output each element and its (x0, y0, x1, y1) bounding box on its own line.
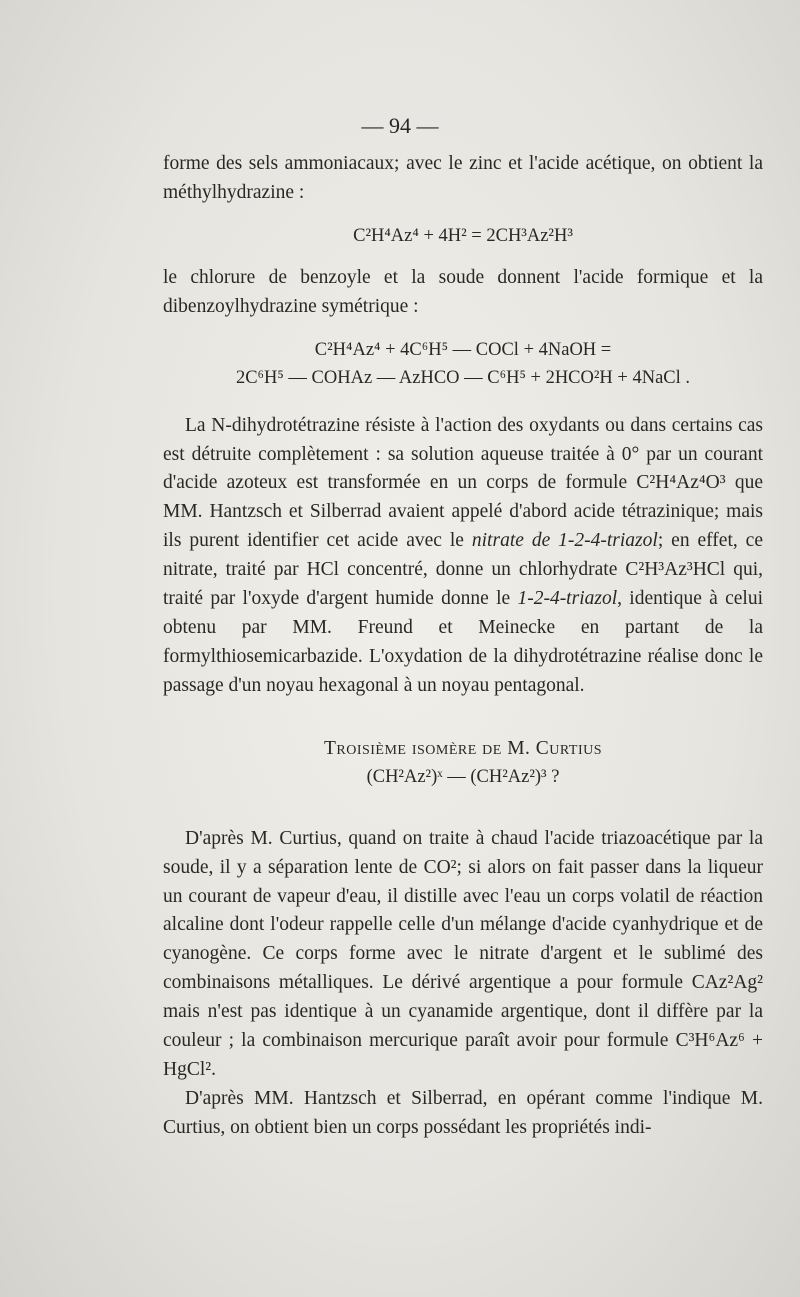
paragraph-3-part-b: ; en effet, ce nitrate, traité par HCl concentré, donne un chlorhydrate C²H³Az³HCl qui, traité par l'oxyde d'argent humide donne le (163, 530, 763, 610)
paragraph-3-part-a: La N-dihydrotétrazine résiste à l'action des oxydants ou dans certains cas est détruite complètement : sa solution aqueuse traitée à 0° par un courant d'acide azoteux est transformée en un corps de formule C²H⁴Az⁴O³ que MM. Hantzsch et Silberrad avaient appelé d'abord acide tétrazinique; mais ils purent identifier cet acide avec le (163, 414, 763, 552)
paragraph-4: D'après M. Curtius, quand on traite à chaud l'acide triazoacétique par la soude, il y a séparation lente de CO²; si alors on fait passer dans la liqueur un courant de vapeur d'eau, il distille avec l'eau un corps volatil de réaction alcaline dont l'odeur rappelle celle d'un mélange d'acide cyanhydrique et de cyanogène. Ce corps forme avec le nitrate d'argent et le sublimé des combinaisons métalliques. Le dérivé argentique a pour formule CAz²Ag² mais n'est pas identique à un cyanamide argentique, dont il diffère par la couleur ; la combinaison mercurique paraît avoir pour formule C³H⁶Az⁶ + HgCl². (163, 827, 763, 1080)
paragraph-5: D'après MM. Hantzsch et Silberrad, en opérant comme l'indique M. Curtius, on obtient bien un corps possédant les propriétés indi- (163, 1087, 763, 1138)
paragraph-3-part-c: , identique à celui obtenu par MM. Freund et Meinecke en partant de la formylthiosemicarbazide. L'oxydation de la dihydrotétrazine réalise donc le passage d'un noyau hexagonal à un noyau pentagonal. (163, 588, 763, 696)
section-heading: Troisième isomère de M. Curtius (323, 737, 603, 759)
paragraph-1: forme des sels ammoniacaux; avec le zinc et l'acide acétique, on obtient la méthylhydrazine : (163, 153, 763, 203)
paragraph-3-italic-triazol: 1-2-4-triazol (517, 588, 618, 610)
formula-benzoyl-line-1: C²H⁴Az⁴ + 4C⁶H⁵ — COCl + 4NaOH = (314, 339, 612, 360)
formula-benzoyl-line-2: 2C⁶H⁵ — COHAz — AzHCO — C⁶H⁵ + 2HCO²H + 4NaCl . (235, 367, 691, 388)
section-heading-formula: (CH²Az²)ˣ — (CH²Az²)³ ? (366, 766, 560, 787)
page-number: — 94 — (361, 113, 439, 138)
paragraph-2: le chlorure de benzoyle et la soude donnent l'acide formique et la dibenzoylhydrazine symétrique : (163, 266, 763, 317)
formula-methylhydrazine: C²H⁴Az⁴ + 4H² = 2CH³Az²H³ (353, 225, 573, 246)
paragraph-3 (163, 412, 763, 701)
page-body (163, 150, 763, 1143)
paragraph-3-italic-nitrate: nitrate de 1-2-4-triazol (471, 530, 658, 552)
